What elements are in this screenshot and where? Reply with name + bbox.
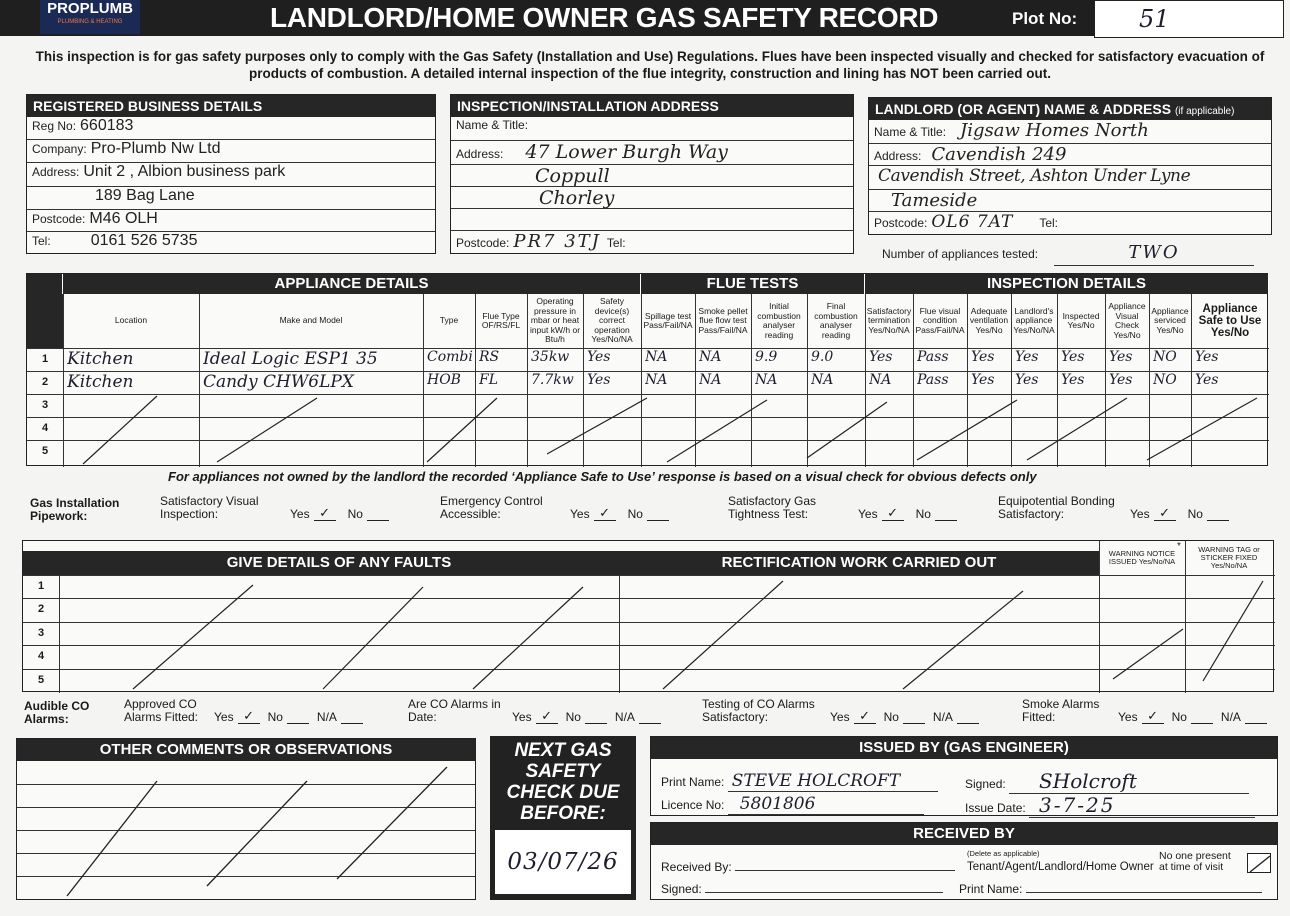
received-signed-label: Signed: [661,882,702,896]
next-check-heading: NEXT GAS SAFETY CHECK DUE BEFORE: [506,740,620,824]
print-name-group [661,771,938,792]
table-cell: Kitchen [67,372,134,392]
licence-label: Licence No: [661,798,725,812]
co-alarms-fitted-yes-label: Yes [214,710,234,724]
insp-name-label: Name & Title: [456,118,529,132]
column-header-number [27,294,63,348]
grid-line [751,294,752,467]
column-header: Inspected Yes/No [1062,310,1100,330]
company-label: Company: [32,142,87,156]
co-alarms-fitted-na-label: N/A [316,710,337,724]
equipotential-bonding-no-label: No [1187,507,1203,521]
grid-line [23,622,1275,623]
grid-line [583,294,584,467]
insp-address-label: Address: [456,147,504,161]
ll-tel-label: Tel: [1039,216,1059,230]
equipotential-bonding-group [998,495,1229,521]
co-alarms-in-date-group [408,698,661,724]
table-cell: 7.7kw [531,372,574,388]
smoke-alarms-fitted-na-label: N/A [1220,710,1241,724]
column-header: Type [439,315,459,326]
column-header: Make and Model [279,315,343,326]
table-cell: FL [479,372,499,388]
landlord-heading-note: (if applicable) [1174,106,1235,117]
grid-line [1105,294,1106,467]
received-heading: RECEIVED BY [651,823,1277,845]
equipotential-bonding-no-box[interactable] [1207,507,1229,521]
visual-inspection-no-label: No [347,507,363,521]
warning-notice-header: WARNING NOTICE ISSUED Yes/No/NA [1108,549,1176,566]
insp-postcode-label: Postcode: [456,236,510,250]
print-name-label: Print Name: [661,775,725,789]
no-one-present: No one present at time of visit [1159,850,1231,873]
grid-line [967,294,968,467]
appliance-table [26,273,1268,466]
faults-table [22,540,1274,692]
table-cell: Kitchen [67,349,134,369]
co-alarms-fitted-na-box[interactable] [341,710,363,724]
group-inspection-details: INSPECTION DETAILS [865,274,1269,294]
address-line2: 189 Bag Lane [95,187,195,204]
ll-line2: Cavendish Street, Ashton Under Lyne [878,166,1191,186]
co-alarms-fitted-no-label: No [267,710,283,724]
table-cell: 9.0 [811,349,834,365]
row-number: 4 [41,422,49,434]
reg-value: 660183 [80,117,134,134]
tel-row [27,232,435,253]
plot-label: Plot No: [1012,9,1078,28]
business-heading: REGISTERED BUSINESS DETAILS [27,95,435,117]
co-alarms-in-date-no-box[interactable] [585,710,607,724]
address-row-2 [27,187,435,210]
grid-line [1011,294,1012,467]
received-by-label: Received By: [661,860,732,874]
grid-line [1185,541,1186,693]
table-cell: NA [699,349,722,365]
insp-name-row [451,117,853,141]
column-header: Adequate ventilation Yes/No [969,305,1009,335]
gas-tightness-no-label: No [915,507,931,521]
table-cell: NA [811,372,834,388]
engineer-panel [650,736,1278,816]
insp-postcode-row [451,231,853,253]
emergency-control-no-label: No [627,507,643,521]
ll-line3: Tameside [891,190,978,211]
received-roles: Tenant/Agent/Landlord/Home Owner [967,861,1154,873]
business-panel [26,94,436,254]
next-check-date: 03/07/26 [507,849,619,875]
emergency-control-yes-label: Yes [570,507,590,521]
equipotential-bonding-yes-box[interactable]: ✓ [1154,507,1176,521]
ll-postcode-value: OL6 7AT [931,212,1014,232]
ll-name-value: Jigsaw Homes North [960,120,1149,141]
table-cell: NA [869,372,892,388]
issue-date-label: Issue Date: [965,801,1026,815]
postcode-value: M46 OLH [89,210,158,227]
column-header: Final combustion analyser reading [814,301,858,340]
grid-line [59,575,60,693]
table-cell: NO [1153,372,1177,388]
issue-date-value: 3-7-25 [1029,793,1255,818]
grid-line [695,294,696,467]
table-cell: Candy CHW6LPX [203,372,354,392]
logo-sub: PLUMBING & HEATING [57,19,123,25]
co-alarms-checks [124,698,1274,728]
signed-value: SHolcroft [1009,769,1249,794]
table-cell: NO [1153,349,1177,365]
co-alarms-in-date-na-box[interactable] [639,710,661,724]
engineer-heading: ISSUED BY (GAS ENGINEER) [651,737,1277,759]
warning-star: * [1177,541,1181,552]
postcode-row [27,210,435,232]
ll-address-row-2 [869,166,1271,190]
insp-line3: Chorley [539,187,615,209]
ll-address-row-3 [869,190,1271,212]
smoke-alarms-fitted-yes-box[interactable]: ✓ [1142,710,1164,724]
column-header: Safety device(s) correct operation Yes/No/NA [591,296,633,345]
co-alarms-fitted-group [124,698,363,724]
co-alarms-in-date-label: Are CO Alarms in Date: [408,697,501,724]
plot-field [1094,0,1284,38]
comments-strike-marks [17,761,477,899]
plot-value: 51 [1139,5,1170,33]
row-number: 3 [41,399,49,411]
insp-postcode-value: PR7 3TJ [513,231,601,252]
insp-address-row-3 [451,187,853,209]
grid-line [641,294,642,467]
emergency-control-yes-box[interactable]: ✓ [594,507,616,521]
received-signed-line [705,881,943,893]
grid-line [865,294,866,467]
equipotential-bonding-label: Equipotential Bonding Satisfactory: [998,494,1115,521]
address-label: Address: [32,165,80,179]
co-alarms-in-date-yes-label: Yes [512,710,532,724]
row-number: 1 [37,580,45,592]
grid-line [27,440,1269,441]
grid-line [1099,541,1100,693]
co-alarms-testing-yes-box[interactable]: ✓ [854,710,876,724]
received-by-line [735,859,955,871]
group-blank [27,274,63,294]
grid-line [23,645,1275,646]
equipotential-bonding-yes-label: Yes [1130,507,1150,521]
row-number: 4 [37,650,45,663]
grid-line [423,294,424,467]
column-header: Flue visual condition Pass/Fail/NA [915,305,965,335]
pipework-checks [160,495,1270,525]
table-cell: NA [645,349,668,365]
row-number: 2 [37,603,45,616]
grid-line [63,294,64,467]
column-header: Operating pressure in mbar or heat input kW/h or Btu/h [529,296,581,345]
table-cell: Yes [1061,372,1085,388]
table-cell: NA [699,372,722,388]
grid-line [27,417,1269,418]
column-header: Appliance Safe to Use Yes/No [1198,303,1262,339]
smoke-alarms-fitted-group [1022,698,1267,724]
table-cell: Combi [427,349,473,365]
group-flue-tests: FLUE TESTS [641,274,865,294]
table-cell: Yes [869,349,893,365]
grid-line [1191,294,1192,467]
comments-heading: OTHER COMMENTS OR OBSERVATIONS [17,739,475,761]
column-header: Smoke pellet flue flow test Pass/Fail/NA [698,305,748,335]
ll-name-label: Name & Title: [874,125,947,139]
smoke-alarms-fitted-label: Smoke Alarms Fitted: [1022,697,1100,724]
co-alarms-testing-group [702,698,979,724]
table-cell: Yes [1015,349,1039,365]
smoke-alarms-fitted-na-box[interactable] [1245,710,1267,724]
inspection-address-panel [450,94,854,254]
insp-blank-row [451,209,853,231]
print-name-value: STEVE HOLCROFT [728,771,938,792]
grid-line [27,394,1269,395]
co-alarms-fitted-no-box[interactable] [287,710,309,724]
table-cell: Yes [1195,372,1219,388]
ll-name-row [869,120,1271,144]
grid-line [475,294,476,467]
visual-inspection-yes-label: Yes [290,507,310,521]
appliances-tested-field [1054,242,1254,266]
gas-tightness-no-box[interactable] [935,507,957,521]
smoke-alarms-fitted-no-label: No [1171,710,1187,724]
row-number: 1 [41,353,49,365]
row-number: 5 [41,445,49,457]
grid-line [199,294,200,467]
landlord-panel [868,97,1272,235]
licence-value: 5801806 [728,794,924,815]
grid-line [1057,294,1058,467]
company-value: Pro-Plumb Nw Ltd [90,140,221,157]
column-header: Flue Type OF/RS/FL [481,310,521,330]
emergency-control-group [440,495,669,521]
insp-address-row-1 [451,141,853,165]
address-row-1 [27,163,435,187]
table-cell: Yes [587,349,611,365]
table-cell: 35kw [531,349,570,365]
received-by-group [661,859,955,874]
co-alarms-testing-na-label: N/A [932,710,953,724]
emergency-control-label: Emergency Control Accessible: [440,494,543,521]
visual-inspection-group [160,495,389,521]
received-print-group [959,881,1262,896]
table-cell: Yes [1015,372,1039,388]
table-cell: RS [479,349,500,365]
row-number: 3 [37,626,45,639]
logo [40,0,140,34]
faults-number-header [23,551,59,575]
ll-address-row-1 [869,144,1271,166]
column-header: Satisfactory termination Yes/No/NA [866,305,912,335]
table-cell: Yes [1109,372,1133,388]
next-check-panel [490,736,636,900]
co-alarms-fitted-yes-box[interactable]: ✓ [238,710,260,724]
co-alarms-testing-no-label: No [883,710,899,724]
appliances-tested-value: TWO [1128,242,1180,263]
group-appliance-details: APPLIANCE DETAILS [63,274,641,294]
issue-date-group [965,793,1255,818]
pipework-label: Gas Installation Pipework: [30,496,120,523]
table-cell: HOB [427,372,461,388]
table-cell: Yes [1195,349,1219,365]
comments-panel [16,738,476,900]
column-header: Spillage test Pass/Fail/NA [643,310,693,330]
grid-line [23,669,1275,670]
insp-line2: Coppull [535,165,610,187]
gas-tightness-yes-label: Yes [858,507,878,521]
appliance-footnote: For appliances not owned by the landlord the recorded ‘Appliance Safe to Use’ response is based on a visual check for obvious defects only [168,469,1037,484]
ll-address-label: Address: [874,149,922,163]
gas-tightness-yes-box[interactable]: ✓ [882,507,904,521]
row-number: 2 [41,376,49,388]
co-alarms-testing-yes-label: Yes [830,710,850,724]
co-alarms-testing-na-box[interactable] [957,710,979,724]
grid-line [23,575,1275,576]
table-cell: Yes [971,349,995,365]
insp-address-row-2 [451,165,853,187]
page-title: LANDLORD/HOME OWNER GAS SAFETY RECORD [270,2,939,33]
co-alarms-in-date-no-label: No [565,710,581,724]
reg-label: Reg No: [32,119,77,133]
insp-tel-label: Tel: [606,236,626,250]
column-header: Location [114,315,148,326]
landlord-heading [869,98,1271,120]
company-row [27,140,435,163]
logo-text: PROPLUMB [47,0,133,17]
column-header: Initial combustion analyser reading [757,301,801,340]
co-alarms-label: Audible CO Alarms: [24,699,90,726]
emergency-control-no-box[interactable] [647,507,669,521]
table-cell: Pass [917,349,949,365]
grid-line [23,598,1275,599]
table-cell: Yes [971,372,995,388]
ll-postcode-label: Postcode: [874,216,928,230]
signed-group [965,769,1249,794]
reg-row [27,117,435,140]
row-number: 5 [37,673,45,686]
table-cell: NA [645,372,668,388]
landlord-heading-text: LANDLORD (OR AGENT) NAME & ADDRESS [875,101,1172,117]
co-alarms-testing-label: Testing of CO Alarms Satisfactory: [702,697,815,724]
column-header: Landlord's appliance Yes/No/NA [1013,305,1055,335]
gas-tightness-group [728,495,957,521]
gas-tightness-label: Satisfactory Gas Tightness Test: [728,494,817,521]
received-print-line [1026,881,1262,893]
no-one-present-checkbox[interactable] [1247,853,1271,873]
table-cell: Yes [1109,349,1133,365]
licence-group [661,794,924,815]
inspection-address-heading: INSPECTION/INSTALLATION ADDRESS [451,95,853,117]
delete-note: (Delete as applicable) [967,849,1040,858]
grid-line [1149,294,1150,467]
rectification-heading: RECTIFICATION WORK CARRIED OUT [619,551,1099,575]
ll-postcode-row [869,212,1271,234]
table-cell: Ideal Logic ESP1 35 [203,349,378,369]
column-header: Appliance Visual Check Yes/No [1108,301,1146,340]
table-cell: Pass [917,372,949,388]
visual-inspection-no-box[interactable] [367,507,389,521]
signed-label: Signed: [965,777,1006,791]
received-print-label: Print Name: [959,882,1023,896]
appliances-tested-label: Number of appliances tested: [882,247,1039,261]
insp-line1: 47 Lower Burgh Way [525,141,728,163]
co-alarms-in-date-yes-box[interactable]: ✓ [536,710,558,724]
faults-heading: GIVE DETAILS OF ANY FAULTS [59,551,619,575]
postcode-label: Postcode: [32,212,86,226]
grid-line [913,294,914,467]
table-cell: NA [755,372,778,388]
checkbox-slash-mark [1248,854,1272,874]
received-panel [650,822,1278,900]
intro-text: This inspection is for gas safety purposes only to comply with the Gas Safety (Installation and Use) Regulations. Flues have been inspected visually and checked for satisfactory evacuation of products of combustion. A detailed internal inspection of the flue integrity, construction and lining has NOT been carried out. [35,49,1265,81]
table-cell: Yes [587,372,611,388]
smoke-alarms-fitted-no-box[interactable] [1191,710,1213,724]
ll-line1: Cavendish 249 [931,144,1067,165]
visual-inspection-yes-box[interactable]: ✓ [314,507,336,521]
table-cell: 9.9 [755,349,778,365]
co-alarms-in-date-na-label: N/A [614,710,635,724]
address-line1: Unit 2 , Albion business park [83,163,286,180]
column-header: Appliance serviced Yes/No [1151,305,1189,335]
table-cell: Yes [1061,349,1085,365]
grid-line [527,294,528,467]
warning-tag-header: WARNING TAG or STICKER FIXED Yes/No/NA [1198,545,1260,570]
next-check-box [495,830,631,894]
smoke-alarms-fitted-yes-label: Yes [1118,710,1138,724]
tel-value: 0161 526 5735 [90,232,198,249]
tel-label: Tel: [32,234,51,248]
grid-line [619,575,620,693]
co-alarms-fitted-label: Approved CO Alarms Fitted: [124,697,199,724]
visual-inspection-label: Satisfactory Visual Inspection: [160,494,259,521]
co-alarms-testing-no-box[interactable] [903,710,925,724]
grid-line [807,294,808,467]
received-signed-group [661,881,943,896]
